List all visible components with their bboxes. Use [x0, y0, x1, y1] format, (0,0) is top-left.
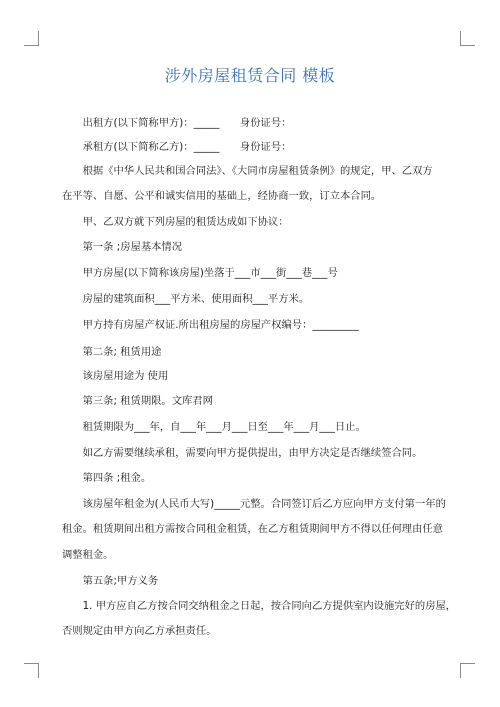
lessee-line: 承租方(以下简称乙方)：_____ 身份证号：: [62, 141, 292, 153]
crop-mark-bottom-right: [460, 663, 475, 678]
crop-mark-top-right: [460, 31, 475, 46]
renewal-line: 如乙方需要继续承租，需要向甲方提供提出，由甲方决定是否继续签合同。: [62, 447, 423, 459]
article-2-heading: 第二条; 租赁用途: [62, 346, 162, 358]
basis-paragraph-line-1: 根据《中华人民共和国合同法》、《大同市房屋租赁条例》的规定，甲、乙双方: [62, 165, 433, 177]
agreement-intro: 甲、乙双方就下列房屋的租赁达成如下协议：: [62, 216, 289, 228]
crop-mark-bottom-left: [24, 663, 39, 678]
crop-mark-top-left: [24, 31, 39, 46]
basis-paragraph-line-2: 在平等、自愿、公平和诚实信用的基础上，经协商一致，订立本合同。: [62, 190, 382, 202]
rent-paragraph-line-2: 租金。租赁期间出租方需按合同租金租赁，在乙方租赁期间甲方不得以任何理由任意: [62, 523, 443, 535]
rent-paragraph-line-1: 该房屋年租金为(人民币大写)_____元整。合同签订后乙方应向甲方支付第一年的: [62, 498, 446, 510]
lessor-line: 出租方(以下简称甲方)：_____ 身份证号：: [62, 117, 292, 129]
article-5-heading: 第五条;甲方义务: [62, 575, 159, 587]
lessor-duty-line-2: 否则规定由甲方向乙方承担责任。: [62, 625, 217, 637]
lessor-duty-line-1: 1. 甲方应自乙方按合同交纳租金之日起，按合同向乙方提供室内设施完好的房屋，: [62, 600, 457, 612]
property-certificate-line: 甲方持有房屋产权证.所出租房屋的房屋产权编号：_________: [62, 319, 359, 331]
lease-term-line: 租赁期限为___年，自___年___月___日至___年___月___日止。: [62, 421, 366, 433]
article-4-heading: 第四条 ;租金。: [62, 472, 152, 484]
article-1-heading: 第一条 ;房屋基本情况: [62, 241, 183, 253]
document-title: 涉外房屋租赁合同 模板: [164, 66, 336, 85]
property-area-line: 房屋的建筑面积___平方米、使用面积___平方米。: [62, 293, 310, 305]
rent-paragraph-line-3: 调整租金。: [62, 549, 114, 561]
property-location-line: 甲方房屋(以下简称该房屋)坐落于___市___街___巷___号: [62, 267, 338, 279]
property-usage-line: 该房屋用途为 使用: [62, 370, 169, 382]
article-3-heading: 第三条; 租赁期限。文库君网: [62, 395, 213, 407]
